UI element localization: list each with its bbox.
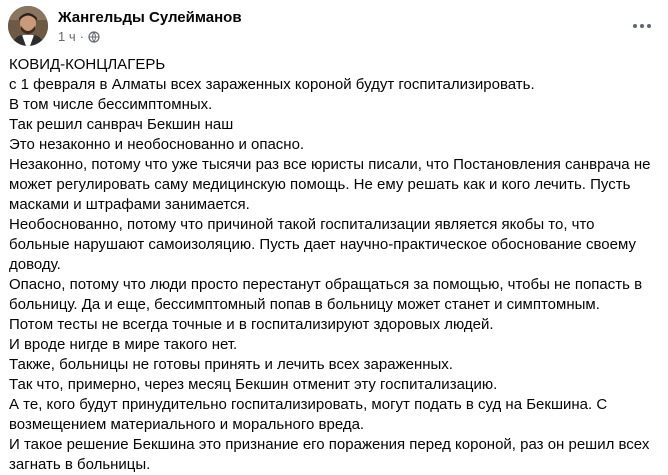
post-meta [58,6,242,45]
post-title-line: КОВИД-КОНЦЛАГЕРЬ [9,56,166,73]
avatar-photo [8,6,48,46]
post-text-line: больные нарушают самоизоляцию. Пусть дает научно-практическое обоснование своему [9,236,636,253]
post-text [9,55,659,475]
post-text-line: Так решил санврач Бекшин наш [9,116,234,133]
post-subline [58,29,242,45]
post-text-line: масками и штрафами занимается. [9,196,250,213]
post-text-line: В том числе бессимптомных. [9,96,213,113]
more-options-button[interactable] [630,14,654,38]
meta-separator: · [79,29,84,44]
author-avatar[interactable] [8,6,48,46]
post-text-line: возмещением материального и морального вреда. [9,416,365,433]
more-dots-icon [640,24,644,28]
post-text-line: Так что, примерно, через месяц Бекшин отменит эту госпитализацию. [9,376,498,393]
post-text-line: Также, больницы не готовы принять и лечить всех зараженных. [9,356,453,373]
author-name-link[interactable]: Жангельды Сулейманов [58,9,242,26]
post-text-line: А те, кого будут принудительно госпитализировать, могут подать в суд на Бекшина. С [9,396,608,413]
post-text-line: больницу. Да и еще, бессимптомный попав в больницу может станет и симптомным. [9,296,600,313]
post-text-line: загнать в больницы. [9,456,151,473]
more-dots-icon [633,24,637,28]
post-text-line: И вроде нигде в мире такого нет. [9,336,238,353]
more-dots-icon [647,24,651,28]
post-text-line: Потом тесты не всегда точные и в госпитализируют здоровых людей. [9,316,494,333]
post-text-line: доводу. [9,256,61,273]
post-timestamp[interactable]: 1 ч [58,29,76,44]
post-text-line: Это незаконно и необоснованно и опасно. [9,136,305,153]
post-text-line: И такое решение Бекшина это признание его поражения перед короной, раз он решил всех [9,436,650,453]
post-text-line: Опасно, потому что люди просто перестанут обращаться за помощью, чтобы не попасть в [9,276,643,293]
post-text-line: может регулировать саму медицинскую помощь. Не ему решать как и кого лечить. Пусть [9,176,631,193]
post-header [8,6,242,50]
post-text-line: с 1 февраля в Алматы всех зараженных короной будут госпитализировать. [9,76,535,93]
post-text-line: Незаконно, потому что уже тысячи раз все юристы писали, что Постановления санврача не [9,156,651,173]
post-text-line: Необоснованно, потому что причиной такой госпитализации является якобы то, что [9,216,595,233]
globe-icon[interactable] [88,31,100,43]
